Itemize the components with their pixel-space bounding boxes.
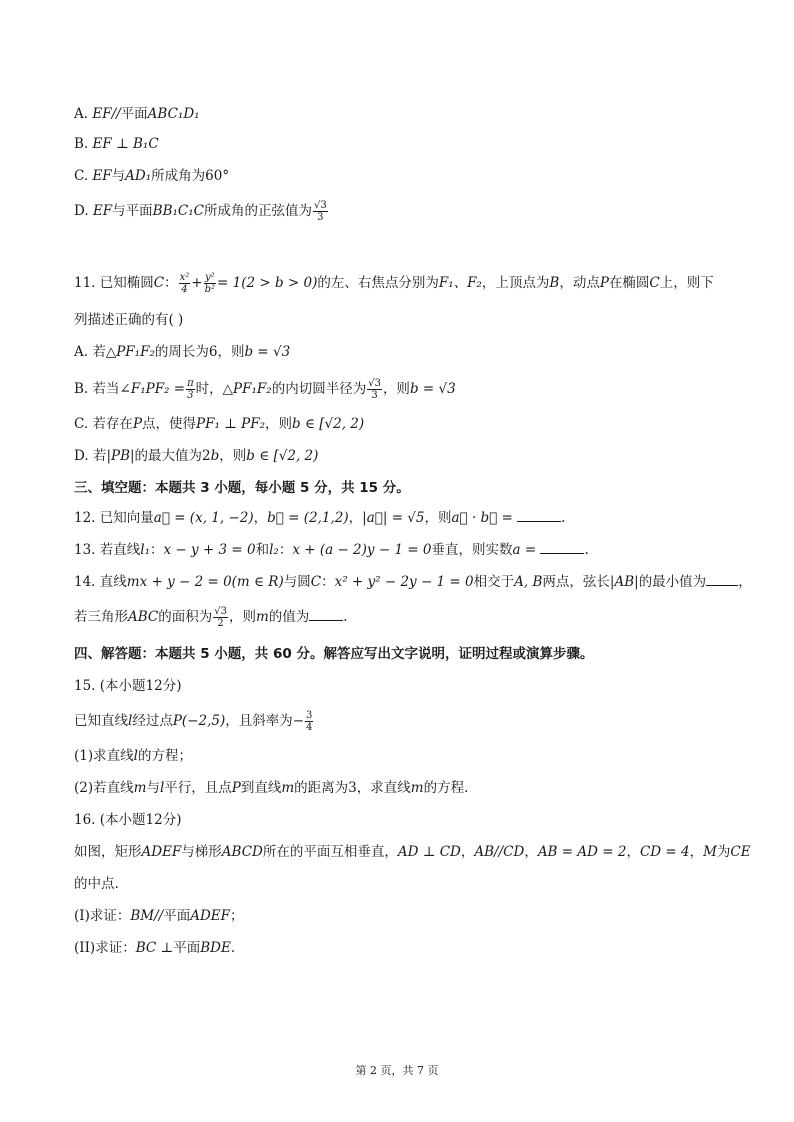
text: ，	[689, 844, 704, 860]
text: (II)求证：	[74, 940, 136, 956]
math: = 1(2 > b > 0)	[217, 275, 318, 291]
q15-part2	[74, 778, 468, 798]
text: ，则	[424, 510, 452, 526]
text: +	[191, 275, 203, 291]
text: 点，使得	[142, 416, 197, 432]
text: (2)若直线	[74, 780, 134, 796]
text: ，动点	[559, 275, 600, 291]
text: .	[230, 940, 236, 956]
text: ，	[348, 510, 363, 526]
text: ；	[230, 908, 244, 924]
answer-blank[interactable]	[706, 573, 738, 586]
text: 的最大值为2	[134, 448, 211, 464]
math: l	[159, 780, 165, 796]
math: C	[649, 275, 660, 291]
text: ，则	[265, 416, 293, 432]
text: .	[561, 510, 566, 526]
math: x² + y² − 2y − 1 = 0	[334, 574, 474, 590]
text: 平行，且点	[164, 780, 232, 796]
denominator: 3	[187, 390, 194, 401]
page-footer: 第 2 页，共 7 页	[355, 1064, 439, 1077]
denominator: 4	[306, 722, 313, 733]
section-4-heading: 四、解答题：本题共 5 小题，共 60 分。解答应写出文字说明，证明过程或演算步骤。	[74, 646, 594, 662]
q11-option-b	[74, 378, 456, 401]
q14-line1	[74, 572, 752, 592]
text: .	[584, 542, 589, 558]
denominator: 3	[317, 212, 324, 223]
math: m	[281, 780, 295, 796]
answer-blank[interactable]	[309, 608, 343, 621]
fraction	[367, 378, 382, 401]
text: 11. 已知椭圆	[74, 275, 154, 291]
math: |PB|	[106, 448, 135, 464]
math: ADEF	[190, 908, 231, 924]
math: EF	[92, 203, 113, 219]
text: 的面积为	[158, 609, 213, 625]
text: 与平面	[112, 203, 153, 219]
math: x + (a − 2)y − 1 = 0	[292, 542, 432, 558]
text: 14. 直线	[74, 574, 127, 590]
math: BB₁C₁C	[152, 203, 204, 219]
denominator: b²	[204, 284, 215, 295]
math: ABCD	[221, 844, 263, 860]
math: P(−2,5)	[172, 713, 226, 729]
text: 所在的平面互相垂直，	[262, 844, 398, 860]
text: ，	[253, 510, 268, 526]
text: 若三角形	[74, 609, 128, 625]
text: 平面	[120, 106, 148, 122]
math: m	[410, 780, 424, 796]
math: |AB|	[609, 574, 639, 590]
numerator: π	[187, 378, 194, 389]
text: 已知直线	[74, 713, 128, 729]
text: 平面	[173, 940, 201, 956]
text: 的左、右焦点分别为	[317, 275, 439, 291]
math: m	[133, 780, 147, 796]
text: 垂直，则实数	[431, 542, 513, 558]
q15-title: 15. (本小题12分)	[74, 678, 182, 694]
math: AB//CD	[474, 844, 525, 860]
math: ABC₁D₁	[147, 106, 200, 122]
text: ，	[626, 844, 640, 860]
numerator: y²	[204, 272, 215, 283]
math: l₁	[140, 542, 150, 558]
math: a⃗ · b⃗ =	[451, 510, 513, 526]
option-label: D.	[74, 203, 93, 219]
math: BDE	[200, 940, 231, 956]
q11-option-c	[74, 414, 364, 434]
numerator: 3	[306, 710, 313, 721]
math: BM//	[130, 908, 164, 924]
q11-option-a	[74, 342, 290, 362]
math: b = √3	[409, 381, 456, 397]
numerator: √3	[214, 606, 227, 617]
math: b ∈ [√2, 2)	[246, 448, 319, 464]
fraction	[186, 378, 195, 401]
math: b = √3	[244, 344, 291, 360]
fraction	[313, 200, 328, 223]
text: 列描述正确的有( )	[74, 312, 184, 328]
text: ：	[278, 542, 293, 558]
numerator: x²	[179, 272, 190, 283]
math: B	[549, 275, 560, 291]
math: x − y + 3 = 0	[163, 542, 256, 558]
q10-option-b	[74, 134, 159, 154]
text: ，	[524, 844, 538, 860]
text: B. 若当∠	[74, 381, 131, 397]
math: mx + y − 2 = 0(m ∈ R)	[126, 574, 284, 590]
math: a =	[512, 542, 537, 558]
text: 所成角的正弦值为	[204, 203, 312, 219]
text: (I)求证：	[74, 908, 131, 924]
q10-option-a	[74, 104, 200, 124]
denominator: 4	[181, 284, 188, 295]
text: ，且斜率为−	[225, 713, 305, 729]
text: 的周长为6，则	[154, 344, 245, 360]
text: 到直线	[240, 780, 282, 796]
text: A. 若△	[74, 344, 117, 360]
text: 与圆	[283, 574, 311, 590]
q10-option-c	[74, 166, 229, 186]
text: ，则	[228, 609, 256, 625]
text: 如图，矩形	[74, 844, 142, 860]
text: 12. 已知向量	[74, 510, 154, 526]
q15-part1	[74, 746, 192, 766]
math: C	[310, 574, 322, 590]
math: F₁、F₂	[438, 275, 482, 291]
text: 的方程.	[423, 780, 469, 796]
math: CE	[730, 844, 751, 860]
q11-stem-line1	[74, 272, 714, 295]
answer-blank[interactable]	[540, 541, 584, 554]
fraction	[179, 272, 191, 295]
math: PF₁ ⊥ PF₂	[196, 416, 266, 432]
q13	[74, 540, 589, 560]
text: 13. 若直线	[74, 542, 141, 558]
math: A, B	[514, 574, 543, 590]
option-label: C.	[74, 168, 93, 184]
q11-option-d	[74, 446, 318, 466]
math: b	[210, 448, 220, 464]
math: F₁PF₂ =	[130, 381, 186, 397]
math: |a⃗| = √5	[362, 510, 425, 526]
text: 的最小值为	[638, 574, 707, 590]
text: C. 若存在	[74, 416, 133, 432]
math: ABC	[128, 609, 159, 625]
q16-stem-line2: 的中点.	[74, 876, 119, 892]
q12	[74, 508, 565, 528]
math: EF ⊥ B₁C	[92, 136, 159, 152]
answer-blank[interactable]	[517, 509, 561, 522]
math: EF	[92, 168, 112, 184]
numerator: √3	[368, 378, 381, 389]
text: 相交于	[473, 574, 515, 590]
math: l	[128, 713, 133, 729]
text: 的距离为3，求直线	[294, 780, 411, 796]
math: m	[255, 609, 269, 625]
text: ，则	[219, 448, 247, 464]
option-label: B.	[74, 136, 93, 152]
text: ：	[150, 542, 164, 558]
q15-stem	[74, 710, 314, 733]
text: 与梯形	[181, 844, 222, 860]
text: 所成角为60°	[151, 168, 230, 184]
text: 在椭圆	[608, 275, 650, 291]
math: P	[599, 275, 609, 291]
math: a⃗ = (x, 1, −2)	[153, 510, 254, 526]
math: AD ⊥ CD	[397, 844, 461, 860]
math: PF₁F₂	[233, 381, 272, 397]
math: b⃗ = (2,1,2)	[267, 510, 349, 526]
text: ：	[164, 275, 178, 291]
text: ，	[738, 574, 752, 590]
math: C	[153, 275, 165, 291]
math: l	[133, 748, 138, 764]
fraction	[213, 606, 228, 629]
q14-line2	[74, 606, 348, 629]
section-3-heading: 三、填空题：本题共 3 小题，每小题 5 分，共 15 分。	[74, 480, 410, 496]
q16-part1	[74, 906, 244, 926]
math: EF//	[92, 106, 121, 122]
fraction	[305, 710, 313, 733]
text: 与	[146, 780, 160, 796]
text: 和	[255, 542, 270, 558]
math: ADEF	[141, 844, 182, 860]
denominator: 3	[371, 390, 378, 401]
denominator: 2	[217, 618, 224, 629]
q16-stem-line1	[74, 842, 751, 862]
text: 平面	[163, 908, 191, 924]
option-label: A.	[74, 106, 93, 122]
text: ：	[321, 574, 335, 590]
q16-title: 16. (本小题12分)	[74, 812, 182, 828]
math: M	[703, 844, 717, 860]
text: 为	[716, 844, 731, 860]
q10-option-d	[74, 200, 329, 223]
text: 与	[111, 168, 126, 184]
math: P	[231, 780, 241, 796]
text: .	[343, 609, 348, 625]
text: 时，△	[195, 381, 234, 397]
math: b ∈ [√2, 2)	[292, 416, 365, 432]
math: P	[132, 416, 143, 432]
text: 的值为	[268, 609, 310, 625]
fraction	[204, 272, 216, 295]
q16-part2	[74, 938, 235, 958]
math: AB = AD = 2	[537, 844, 627, 860]
math: PF₁F₂	[116, 344, 155, 360]
q11-stem-line2	[74, 310, 183, 330]
math: CD = 4	[639, 844, 690, 860]
text: ，	[460, 844, 475, 860]
text: 两点，弦长	[542, 574, 610, 590]
math: AD₁	[125, 168, 152, 184]
text: 经过点	[132, 713, 173, 729]
text: (1)求直线	[74, 748, 134, 764]
text: 的方程；	[137, 748, 192, 764]
numerator: √3	[314, 200, 327, 211]
text: 的内切圆半径为	[271, 381, 367, 397]
text: 上，则下	[659, 275, 714, 291]
text: D. 若	[74, 448, 107, 464]
text: ，上顶点为	[481, 275, 550, 291]
text: ，则	[382, 381, 410, 397]
math: l₂	[269, 542, 279, 558]
math: BC ⊥	[135, 940, 174, 956]
